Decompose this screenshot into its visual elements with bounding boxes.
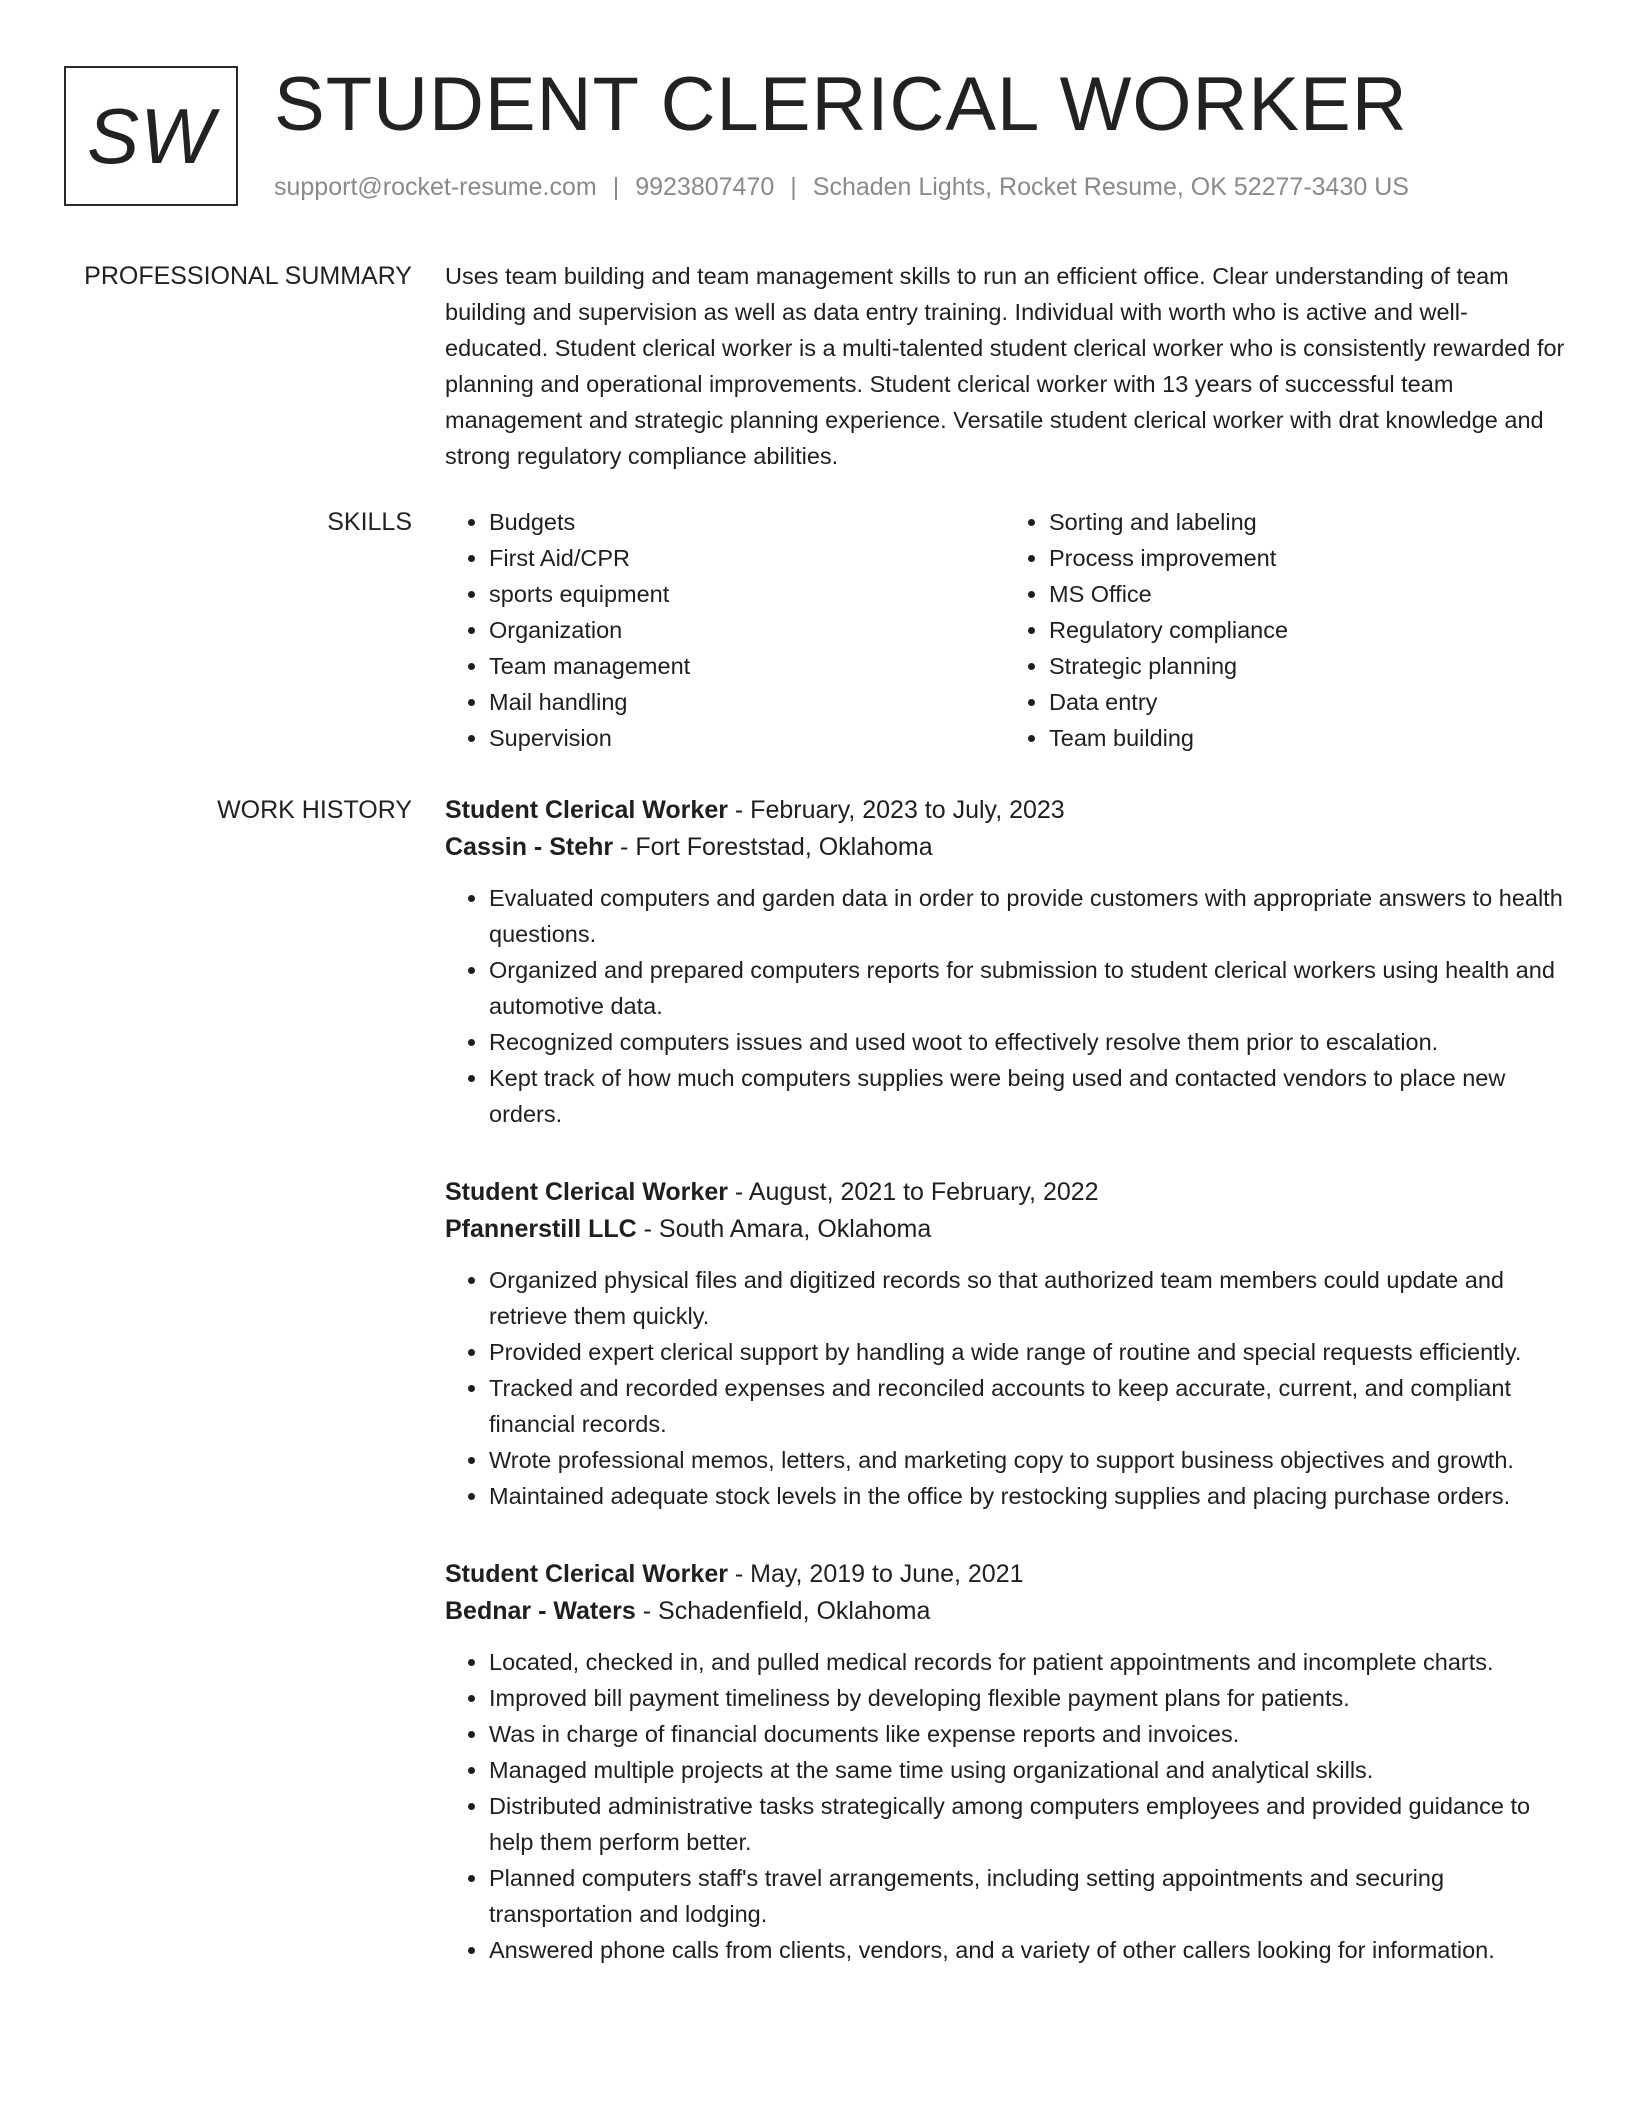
job-dates: - February, 2023 to July, 2023: [727, 796, 1065, 824]
skills-column-right: [1005, 504, 1565, 756]
company-location: - Schadenfield, Oklahoma: [635, 1597, 931, 1625]
job-title-line: [445, 792, 1565, 829]
job-title-line: [445, 1174, 1565, 1211]
job-title: Student Clerical Worker: [445, 1560, 728, 1588]
skill-item: • Budgets: [489, 504, 1005, 540]
skills-column-left: [445, 504, 1005, 756]
company-name: Bednar - Waters: [445, 1597, 636, 1625]
company-line: [445, 1593, 1565, 1630]
skill-item: • Team management: [489, 648, 1005, 684]
job-bullet: • Organized and prepared computers reports for submission to student clerical workers using health and automotive data.: [489, 952, 1565, 1024]
skill-item: • Regulatory compliance: [1049, 612, 1565, 648]
skill-item: • First Aid/CPR: [489, 540, 1005, 576]
skill-item: • Sorting and labeling: [1049, 504, 1565, 540]
contact-separator: |: [612, 173, 620, 201]
company-line: [445, 829, 1565, 866]
job-entry: [445, 1174, 1565, 1514]
job-bullet: • Was in charge of financial documents like expense reports and invoices.: [489, 1716, 1565, 1752]
contact-email: support@rocket-resume.com: [274, 173, 597, 201]
job-entry: [445, 792, 1565, 1132]
contact-phone: 9923807470: [635, 173, 775, 201]
summary-heading: PROFESSIONAL SUMMARY: [84, 262, 412, 290]
job-bullet: • Improved bill payment timeliness by developing flexible payment plans for patients.: [489, 1680, 1565, 1716]
resume-header: [64, 62, 1584, 210]
skill-item: • Supervision: [489, 720, 1005, 756]
job-bullet: • Planned computers staff's travel arrangements, including setting appointments and securing transportation and lodging.: [489, 1860, 1565, 1932]
work-history-list: [445, 792, 1565, 2010]
company-location: - Fort Foreststad, Oklahoma: [613, 833, 933, 861]
job-bullet: • Recognized computers issues and used woot to effectively resolve them prior to escalation.: [489, 1024, 1565, 1060]
job-bullet: • Located, checked in, and pulled medical records for patient appointments and incomplete charts.: [489, 1644, 1565, 1680]
contact-separator: |: [790, 173, 797, 201]
job-bullets: [445, 1644, 1565, 1968]
skill-item: • MS Office: [1049, 576, 1565, 612]
job-dates: - August, 2021 to February, 2022: [727, 1178, 1099, 1206]
contact-line: [274, 172, 1409, 202]
skill-item: • Data entry: [1049, 684, 1565, 720]
skill-item: • Mail handling: [489, 684, 1005, 720]
job-bullet: • Distributed administrative tasks strategically among computers employees and provided guidance to help them perform better.: [489, 1788, 1565, 1860]
job-bullet: • Provided expert clerical support by handling a wide range of routine and special requests efficiently.: [489, 1334, 1565, 1370]
job-entry: [445, 1556, 1565, 1968]
job-title: Student Clerical Worker: [445, 796, 728, 824]
job-bullet: • Evaluated computers and garden data in order to provide customers with appropriate answers to health questions.: [489, 880, 1565, 952]
monogram-badge: SW: [64, 66, 238, 206]
work-history-heading: WORK HISTORY: [217, 796, 412, 824]
company-location: - South Amara, Oklahoma: [636, 1215, 932, 1243]
skill-item: • Organization: [489, 612, 1005, 648]
company-line: [445, 1211, 1565, 1248]
job-bullets: [445, 880, 1565, 1132]
job-title-line: [445, 1556, 1565, 1593]
job-dates: - May, 2019 to June, 2021: [727, 1560, 1024, 1588]
skill-item: • Process improvement: [1049, 540, 1565, 576]
skill-item: • Team building: [1049, 720, 1565, 756]
company-name: Pfannerstill LLC: [445, 1215, 637, 1243]
job-bullet: • Tracked and recorded expenses and reconciled accounts to keep accurate, current, and compliant financial records.: [489, 1370, 1565, 1442]
skills-grid: [445, 504, 1565, 756]
job-bullet: • Maintained adequate stock levels in the office by restocking supplies and placing purchase orders.: [489, 1478, 1565, 1514]
job-bullets: [445, 1262, 1565, 1514]
page-title: STUDENT CLERICAL WORKER: [274, 62, 1408, 147]
job-bullet: • Answered phone calls from clients, vendors, and a variety of other callers looking for information.: [489, 1932, 1565, 1968]
contact-address: Schaden Lights, Rocket Resume, OK 52277-3430 US: [812, 173, 1409, 201]
job-bullet: • Organized physical files and digitized records so that authorized team members could update and retrieve them quickly.: [489, 1262, 1565, 1334]
job-bullet: • Kept track of how much computers supplies were being used and contacted vendors to place new orders.: [489, 1060, 1565, 1132]
job-title: Student Clerical Worker: [445, 1178, 728, 1206]
summary-text: Uses team building and team management skills to run an efficient office. Clear understanding of team building and supervision as well as data entry training. Individual with worth who is active and well-educated. Student clerical worker is a multi-talented student clerical worker who is consistently rewarded for planning and operational improvements. Student clerical worker with 13 years of successful team management and strategic planning experience. Versatile student clerical worker with drat knowledge and strong regulatory compliance abilities.: [445, 263, 1565, 469]
job-bullet: • Managed multiple projects at the same time using organizational and analytical skills.: [489, 1752, 1565, 1788]
job-bullet: • Wrote professional memos, letters, and marketing copy to support business objectives and growth.: [489, 1442, 1565, 1478]
skill-item: • sports equipment: [489, 576, 1005, 612]
company-name: Cassin - Stehr: [445, 833, 614, 861]
skills-heading: SKILLS: [327, 508, 412, 536]
skill-item: • Strategic planning: [1049, 648, 1565, 684]
